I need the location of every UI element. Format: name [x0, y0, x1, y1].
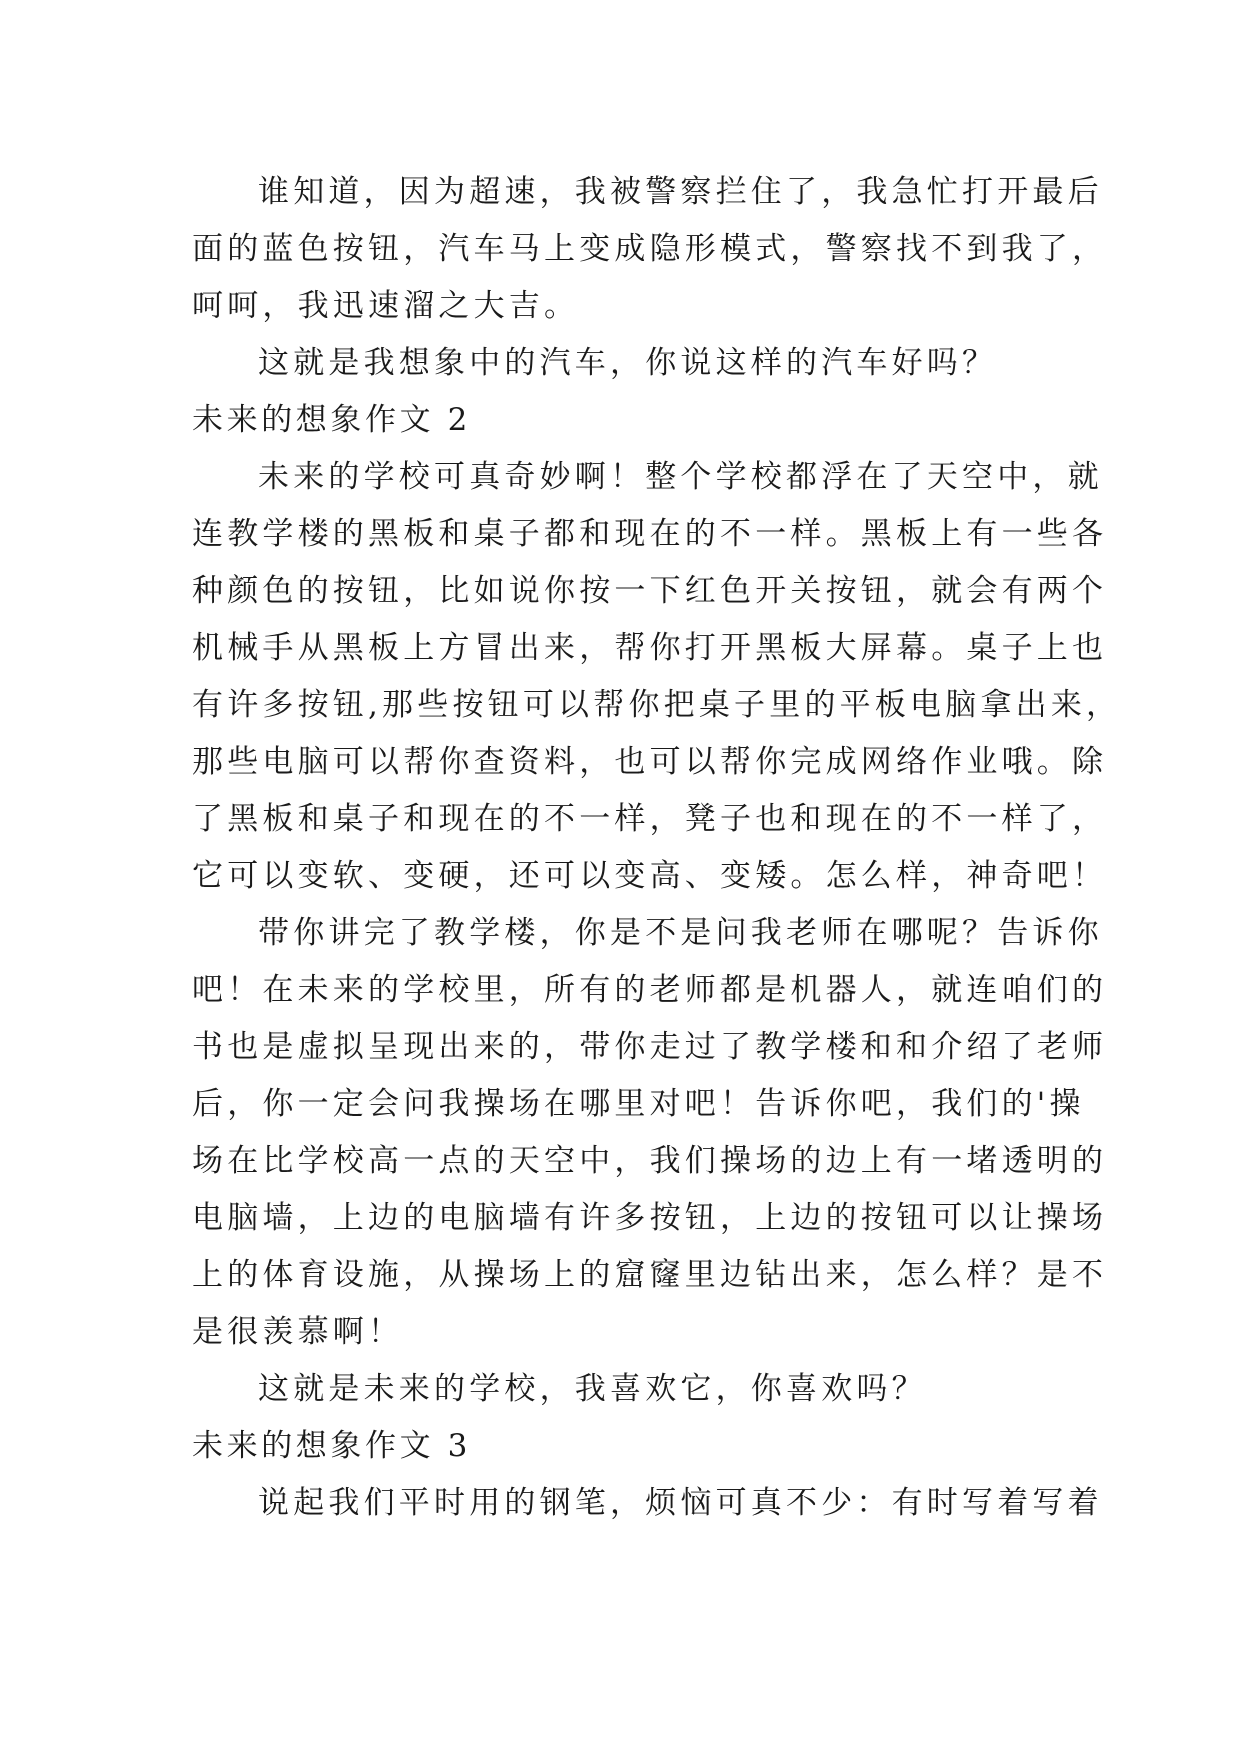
- paragraph-line: 种颜色的按钮，比如说你按一下红色开关按钮，就会有两个: [192, 573, 1108, 609]
- section-heading: 未来的想象作文 3: [192, 1428, 471, 1464]
- paragraph-line: 了黑板和桌子和现在的不一样，凳子也和现在的不一样了，: [192, 801, 1108, 837]
- paragraph-line: 那些电脑可以帮你查资料，也可以帮你完成网络作业哦。除: [192, 744, 1108, 780]
- paragraph-line: 面的蓝色按钮，汽车马上变成隐形模式，警察找不到我了，: [192, 231, 1108, 267]
- paragraph-line: 后，你一定会问我操场在哪里对吧！告诉你吧，我们的'操: [192, 1086, 1085, 1122]
- paragraph-line: 上的体育设施，从操场上的窟窿里边钻出来，怎么样？是不: [192, 1257, 1108, 1293]
- paragraph-line: 场在比学校高一点的天空中，我们操场的边上有一堵透明的: [192, 1143, 1108, 1179]
- paragraph-line: 机械手从黑板上方冒出来，帮你打开黑板大屏幕。桌子上也: [192, 630, 1108, 666]
- paragraph-line: 带你讲完了教学楼，你是不是问我老师在哪呢？告诉你: [258, 915, 1103, 951]
- paragraph-line: 谁知道，因为超速，我被警察拦住了，我急忙打开最后: [258, 174, 1103, 210]
- paragraph-line: 电脑墙，上边的电脑墙有许多按钮，上边的按钮可以让操场: [192, 1200, 1108, 1236]
- paragraph-line: 吧！在未来的学校里，所有的老师都是机器人，就连咱们的: [192, 972, 1108, 1008]
- paragraph-line: 呵呵，我迅速溜之大吉。: [192, 288, 580, 324]
- paragraph-line: 它可以变软、变硬，还可以变高、变矮。怎么样，神奇吧！: [192, 858, 1108, 894]
- paragraph-line: 书也是虚拟呈现出来的，带你走过了教学楼和和介绍了老师: [192, 1029, 1108, 1065]
- paragraph-line: 有许多按钮,那些按钮可以帮你把桌子里的平板电脑拿出来，: [192, 687, 1122, 723]
- paragraph-line: 是很羡慕啊！: [192, 1314, 404, 1350]
- section-heading: 未来的想象作文 2: [192, 402, 471, 438]
- paragraph-line: 这就是我想象中的汽车，你说这样的汽车好吗？: [258, 345, 998, 381]
- paragraph-line: 连教学楼的黑板和桌子都和现在的不一样。黑板上有一些各: [192, 516, 1108, 552]
- paragraph-line: 这就是未来的学校，我喜欢它，你喜欢吗？: [258, 1371, 927, 1407]
- paragraph-line: 未来的学校可真奇妙啊！整个学校都浮在了天空中，就: [258, 459, 1103, 495]
- paragraph-line: 说起我们平时用的钢笔，烦恼可真不少：有时写着写着: [258, 1485, 1103, 1521]
